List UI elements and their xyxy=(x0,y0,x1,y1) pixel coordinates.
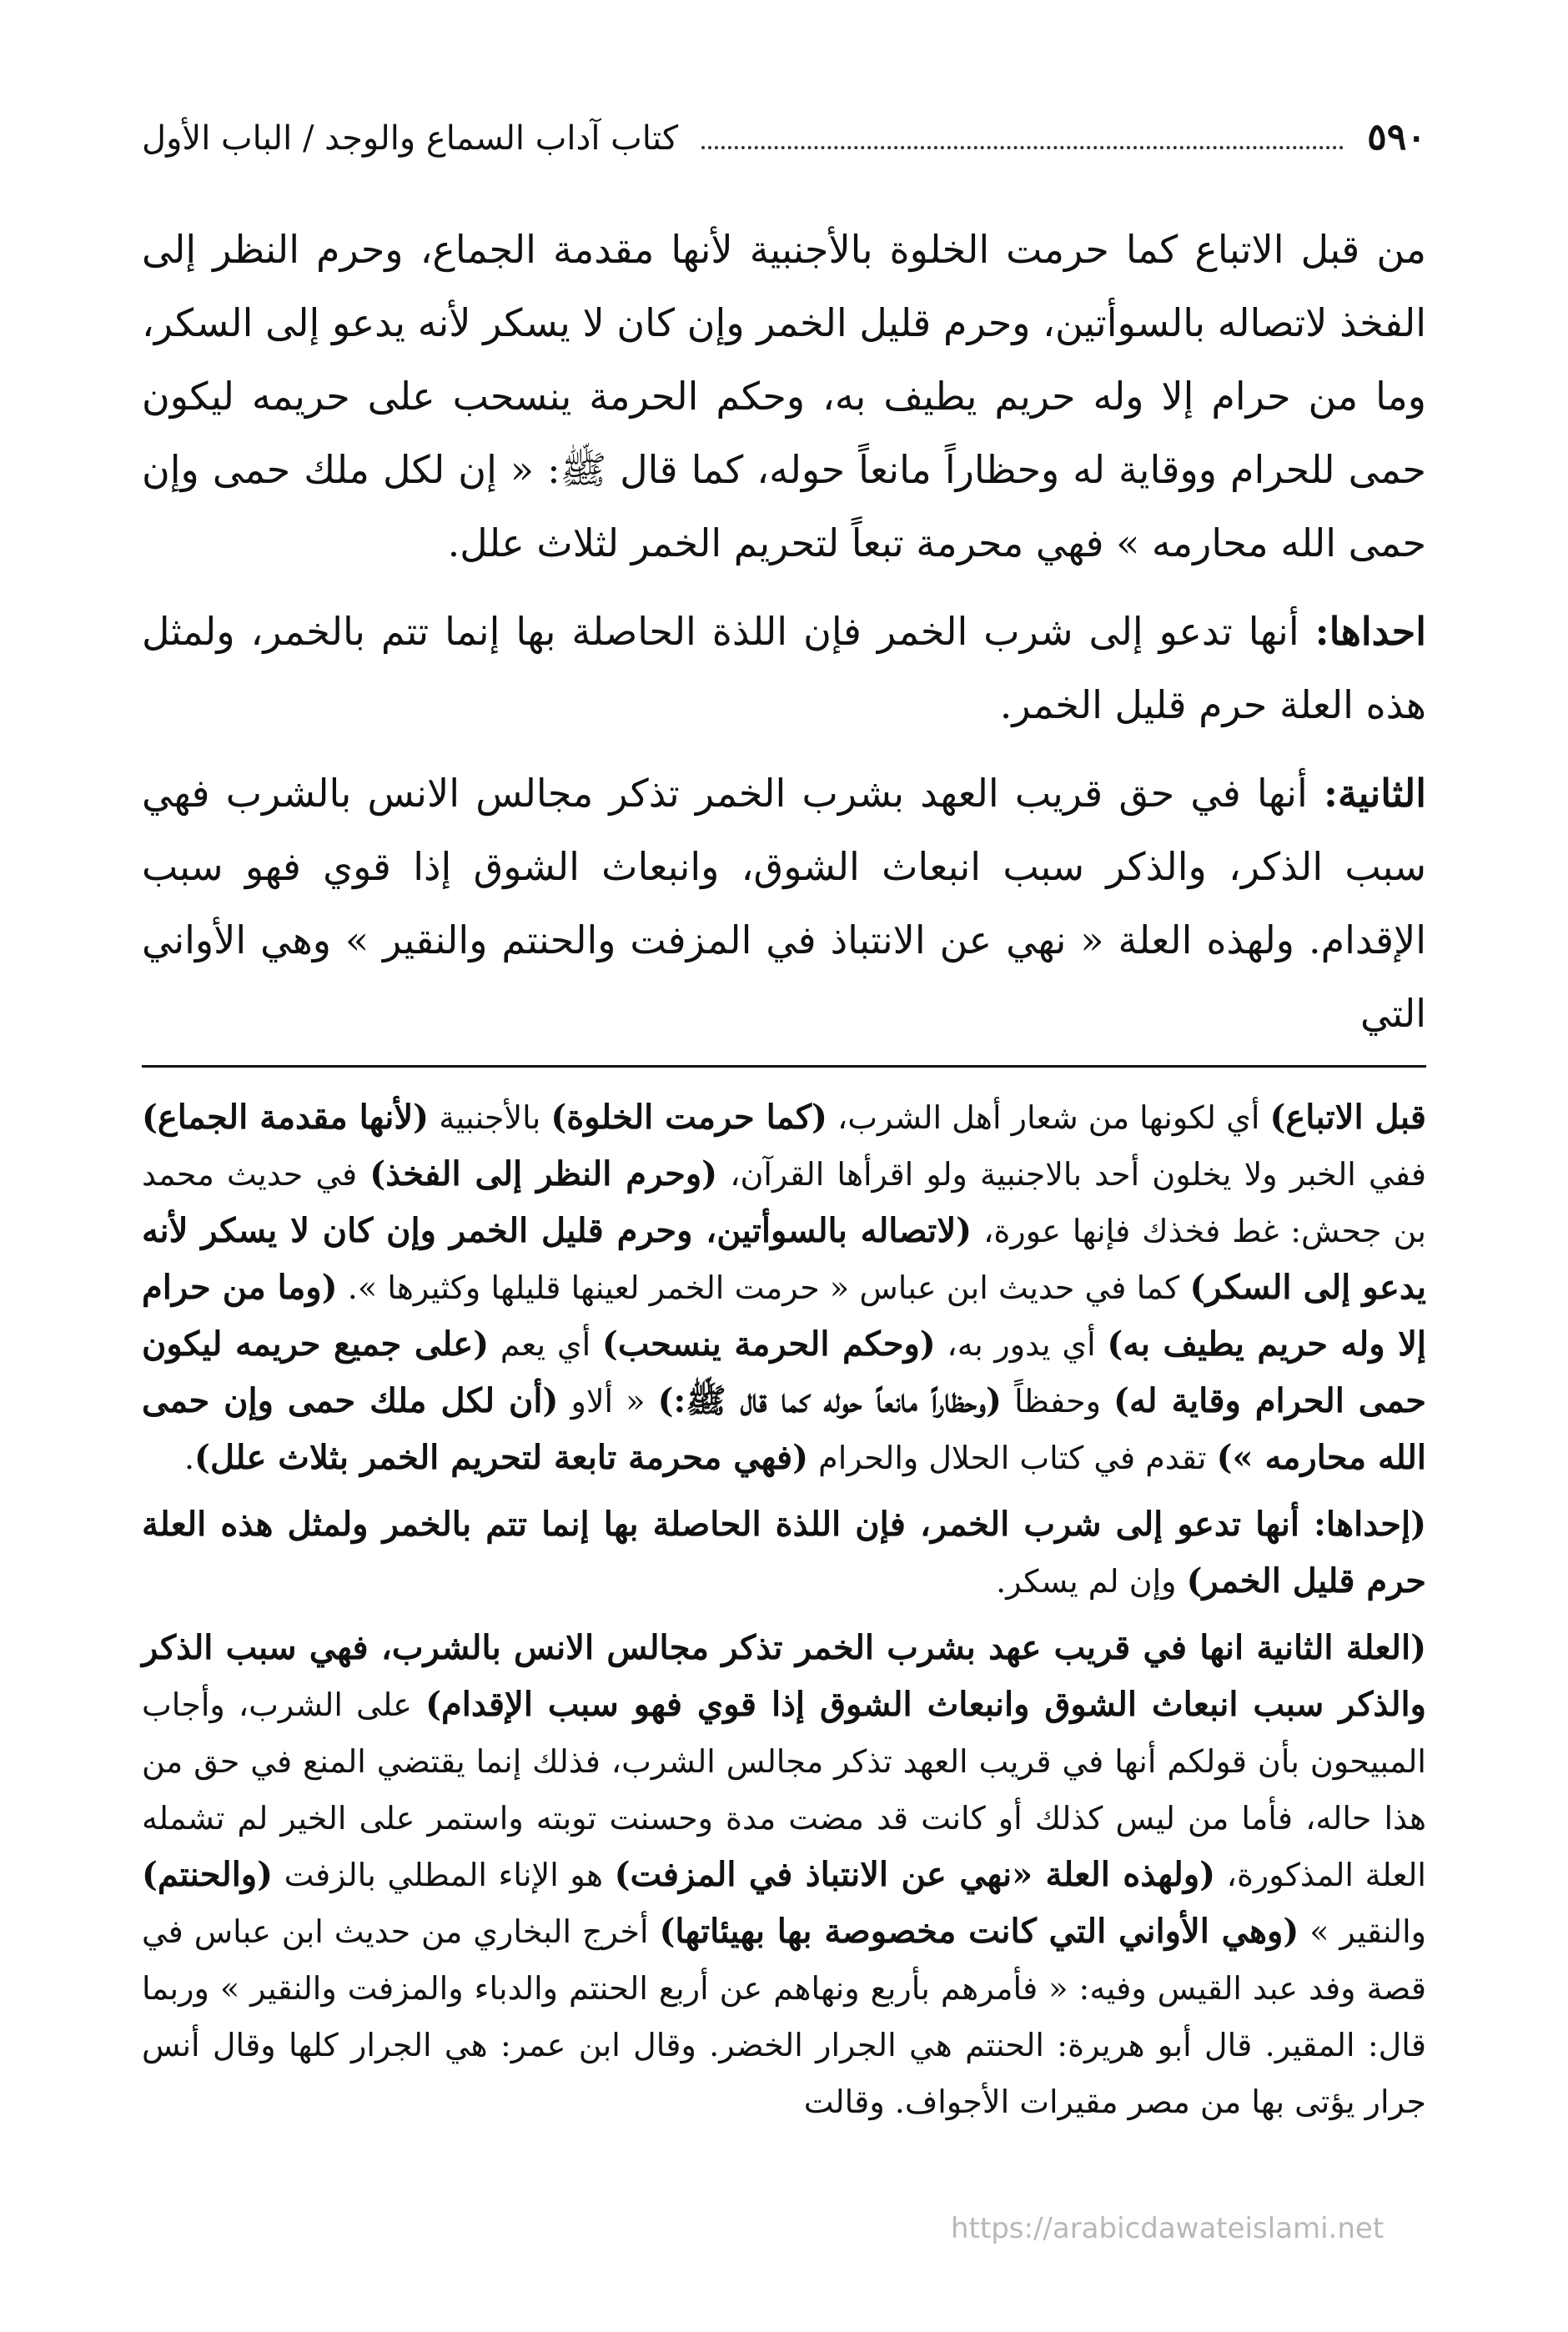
commentary-text: . xyxy=(183,1440,195,1476)
book-page xyxy=(142,113,1426,2140)
commentary-paragraph xyxy=(142,1089,1426,1486)
quoted-text: (العلة الثانية انها في قريب عهد بشرب الخمر تذكر مجالس الانس بالشرب، فهي سبب الذكر والذكر سبب انبعاث الشوق وانبعاث الشوق إذا قوي فهو سبب الإقدام) xyxy=(142,1628,1426,1724)
quoted-text: (وحظاراً مانعاً حوله كما قال ﷺ:) xyxy=(657,1381,1002,1420)
commentary-text: أي يدور به، xyxy=(935,1326,1108,1363)
quoted-text: (فهي محرمة تابعة لتحريم الخمر بثلاث علل) xyxy=(194,1438,809,1477)
quoted-text: (وحكم الحرمة ينسحب) xyxy=(601,1324,936,1364)
quoted-text: (وحرم النظر إلى الفخذ) xyxy=(369,1154,718,1194)
header-dot-leader xyxy=(701,146,1344,149)
commentary-text: « ألاو xyxy=(558,1383,658,1420)
main-paragraph: احداها: أنها تدعو إلى شرب الخمر فإن اللذة الحاصلة بها إنما تتم بالخمر، ولمثل هذه العلة حرم قليل الخمر. xyxy=(142,609,1426,727)
commentary-text: بالأجنبية xyxy=(429,1099,551,1136)
quoted-text: (وهي الأواني التي كانت مخصوصة بها بهيئاتها) xyxy=(659,1912,1299,1951)
commentary-text: تقدم في كتاب الحلال والحرام xyxy=(808,1440,1217,1476)
running-title: كتاب آداب السماع والوجد / الباب الأول xyxy=(142,119,679,158)
commentary-text: والنقير » xyxy=(1299,1913,1426,1950)
commentary-text: أي يعم xyxy=(489,1326,602,1363)
paragraph-lead: احداها: xyxy=(1314,609,1426,654)
running-header xyxy=(142,113,1426,179)
commentary-text: أخرج البخاري من حديث ابن عباس في قصة وفد عبد القيس وفيه: « فأمرهم بأربع ونهاهم عن أربع الحنتم والدباء والمزفت والنقير » وربما قال: المقير. قال أبو هريرة: الحنتم هي الجرار الخضر. وقال ابن عمر: هي الجرار كلها وقال أنس جرار يؤتى بها من مصر مقيرات الأجواف. وقالت xyxy=(142,1913,1426,2120)
commentary-text: أي لكونها من شعار أهل الشرب، xyxy=(827,1099,1270,1136)
quoted-text: (إحداها: أنها تدعو إلى شرب الخمر، فإن اللذة الحاصلة بها إنما تتم بالخمر ولمثل هذه العلة حرم قليل الخمر) xyxy=(142,1505,1427,1601)
commentary xyxy=(142,1089,1426,2130)
quoted-text: (وما من حرام إلا وله حريم يطيف به) xyxy=(142,1268,1427,1364)
commentary-text: وإن لم يسكر. xyxy=(996,1563,1187,1600)
commentary-paragraph xyxy=(142,1496,1426,1610)
quoted-text: (ولهذه العلة «نهي عن الانتباذ في المزفت) xyxy=(614,1855,1216,1894)
main-text xyxy=(142,213,1426,1050)
commentary-text: على الشرب، وأجاب المبيحون بأن قولكم أنها في قريب العهد تذكر مجالس الشرب، فذلك إنما يقتضي المنع في حق من هذا حاله، فأما من ليس كذلك أو كانت قد مضت مدة وحسنت توبته واستمر على الخير لم تشمله العلة المذكورة، xyxy=(142,1686,1426,1893)
main-paragraph: الثانية: أنها في حق قريب العهد بشرب الخمر تذكر مجالس الانس بالشرب فهي سبب الذكر، والذكر سبب انبعاث الشوق، وانبعاث الشوق إذا قوي فهو سبب الإقدام. ولهذه العلة « نهي عن الانتباذ في المزفت والحنتم والنقير » وهي الأواني التي xyxy=(142,771,1426,1036)
quoted-text: (والحنتم) xyxy=(142,1855,274,1894)
quoted-text: (أن لكل ملك حمى وإن حمى الله محارمه ») xyxy=(142,1381,1426,1477)
site-watermark: https://arabicdawateislami.net xyxy=(951,2212,1385,2245)
quoted-text: (لاتصاله بالسوأتين، وحرم قليل الخمر وإن كان لا يسكر لأنه يدعو إلى السكر) xyxy=(142,1211,1426,1307)
commentary-paragraph xyxy=(142,1620,1426,2130)
commentary-divider xyxy=(142,1065,1426,1068)
commentary-text: وحفظاً xyxy=(1001,1383,1114,1420)
quoted-text: قبل الاتباع) xyxy=(1269,1098,1427,1137)
paragraph-lead: الثانية: xyxy=(1323,771,1426,816)
quoted-text: (لأنها مقدمة الجماع) xyxy=(142,1098,430,1137)
quoted-text: (على جميع حريمه ليكون حمى الحرام وقاية له) xyxy=(142,1324,1426,1420)
commentary-text: في حديث محمد بن جحش: غط فخذك فإنها عورة، xyxy=(142,1156,1426,1249)
commentary-text: هو الإناء المطلي بالزفت xyxy=(273,1857,615,1893)
commentary-text: كما في حديث ابن عباس « حرمت الخمر لعينها قليلها وكثيرها ». xyxy=(337,1269,1190,1306)
quoted-text: (كما حرمت الخلوة) xyxy=(550,1098,827,1137)
main-paragraph: من قبل الاتباع كما حرمت الخلوة بالأجنبية لأنها مقدمة الجماع، وحرم النظر إلى الفخذ لاتصاله بالسوأتين، وحرم قليل الخمر وإن كان لا يسكر لأنه يدعو إلى السكر، وما من حرام إلا وله حريم يطيف به، وحكم الحرمة ينسحب على حريمه ليكون حمى للحرام ووقاية له وحظاراً مانعاً حوله، كما قال ﷺ: « إن لكل ملك حمى وإن حمى الله محارمه » فهي محرمة تبعاً لتحريم الخمر لثلاث علل. xyxy=(142,227,1426,565)
commentary-text: ففي الخبر ولا يخلون أحد بالاجنبية ولو اقرأها القرآن، xyxy=(717,1156,1426,1193)
page-number: ٥٩٠ xyxy=(1367,116,1426,158)
